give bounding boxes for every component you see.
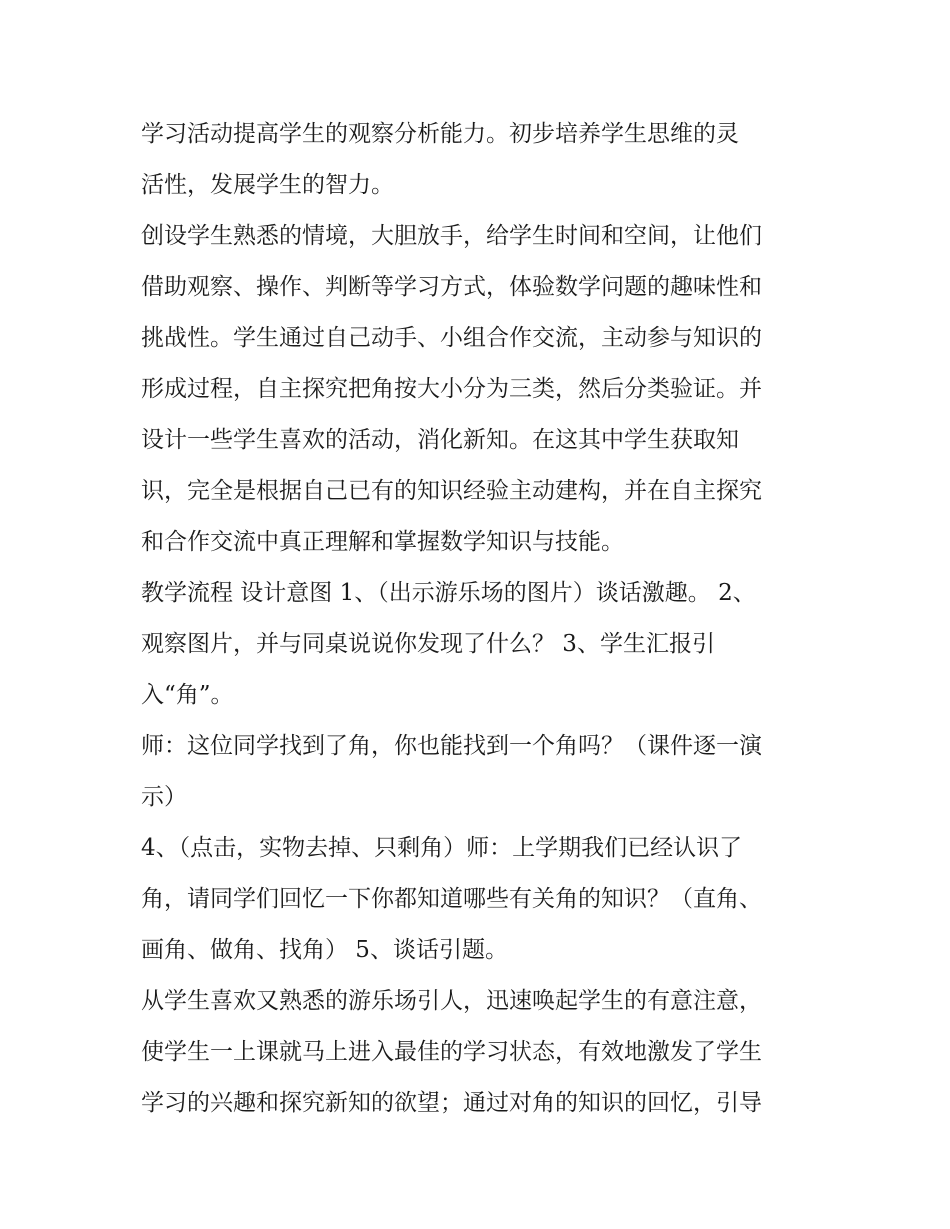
text-line: 入“角”。 [141, 682, 234, 708]
text-line: 设计一些学生喜欢的活动，消化新知。在这其中学生获取知 [141, 427, 739, 453]
text-line: 学习活动提高学生的观察分析能力。初步培养学生思维的灵 [141, 121, 739, 147]
text-line: 示） [141, 784, 187, 810]
text-line: 画角、做角、找角） 5、谈话引题。 [141, 937, 508, 963]
text-line: 师：这位同学找到了角，你也能找到一个角吗？（课件逐一演 [141, 733, 762, 759]
text-line: 使学生一上课就马上进入最佳的学习状态，有效地激发了学生 [141, 1039, 762, 1065]
text-line: 借助观察、操作、判断等学习方式，体验数学问题的趣味性和 [141, 274, 762, 300]
text-line: 4、（点击，实物去掉、只剩角）师：上学期我们已经认识了 [141, 835, 743, 861]
text-line: 创设学生熟悉的情境，大胆放手，给学生时间和空间，让他们 [141, 223, 762, 249]
text-line: 活性，发展学生的智力。 [141, 172, 394, 198]
text-line: 形成过程，自主探究把角按大小分为三类，然后分类验证。并 [141, 376, 762, 402]
text-line: 学习的兴趣和探究新知的欲望；通过对角的知识的回忆，引导 [141, 1090, 762, 1116]
text-line: 角，请同学们回忆一下你都知道哪些有关角的知识？（直角、 [141, 886, 762, 912]
text-line: 挑战性。学生通过自己动手、小组合作交流，主动参与知识的 [141, 325, 762, 351]
text-line: 从学生喜欢又熟悉的游乐场引人，迅速唤起学生的有意注意， [141, 988, 762, 1014]
text-line: 教学流程 设计意图 1、（出示游乐场的图片）谈话激趣。 2、 [141, 580, 756, 606]
text-line: 识，完全是根据自己已有的知识经验主动建构，并在自主探究 [141, 478, 762, 504]
body-text [141, 109, 831, 1129]
text-line: 观察图片，并与同桌说说你发现了什么？ 3、学生汇报引 [141, 631, 715, 657]
text-line: 和合作交流中真正理解和掌握数学知识与技能。 [141, 529, 624, 555]
